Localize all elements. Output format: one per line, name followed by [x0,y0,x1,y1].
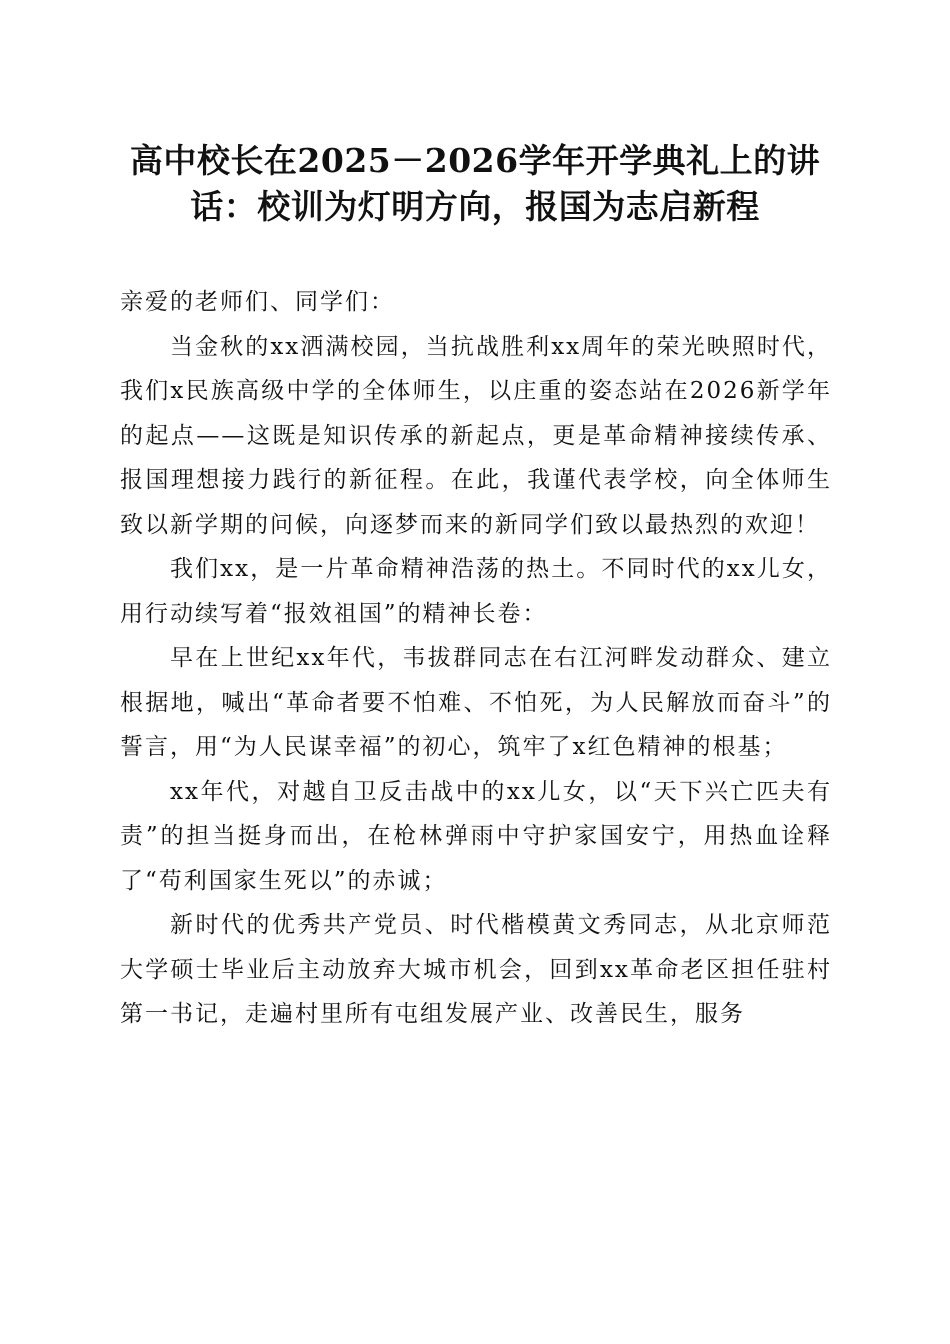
paragraph-opening: 当金秋的xx洒满校园，当抗战胜利xx周年的荣光映照时代，我们x民族高级中学的全体师生，以庄重的姿态站在2026新学年的起点——这既是知识传承的新起点，更是革命精神接续传承、报国理想接力践行的新征程。在此，我谨代表学校，向全体师生致以新学期的问候，向逐梦而来的新同学们致以最热烈的欢迎！ [120,333,832,538]
paragraph-wei-baqun: 早在上世纪xx年代，韦拔群同志在右江河畔发动群众、建立根据地，喊出“革命者要不怕难、不怕死，为人民解放而奋斗”的誓言，用“为人民谋幸福”的初心，筑牢了x红色精神的根基； [120,645,832,760]
paragraph-revolutionary-land: 我们xx，是一片革命精神浩荡的热土。不同时代的xx儿女，用行动续写着“报效祖国”的精神长卷： [120,556,832,627]
paragraph-self-defense-war: xx年代，对越自卫反击战中的xx儿女，以“天下兴亡匹夫有责”的担当挺身而出，在枪林弹雨中守护家国安宁，用热血诠释了“苟利国家生死以”的赤诚； [120,778,832,894]
document-title [120,138,830,230]
salutation: 亲爱的老师们、同学们： [120,289,395,315]
paragraph-huang-wenxiu: 新时代的优秀共产党员、时代楷模黄文秀同志，从北京师范大学硕士毕业后主动放弃大城市机会，回到xx革命老区担任驻村第一书记，走遍村里所有屯组发展产业、改善民生，服务 [120,912,832,1027]
document-body [120,280,832,1037]
title-line-2: 话：校训为灯明方向，报国为志启新程 [190,187,760,226]
title-line-1: 高中校长在2025－2026学年开学典礼上的讲 [129,141,821,180]
